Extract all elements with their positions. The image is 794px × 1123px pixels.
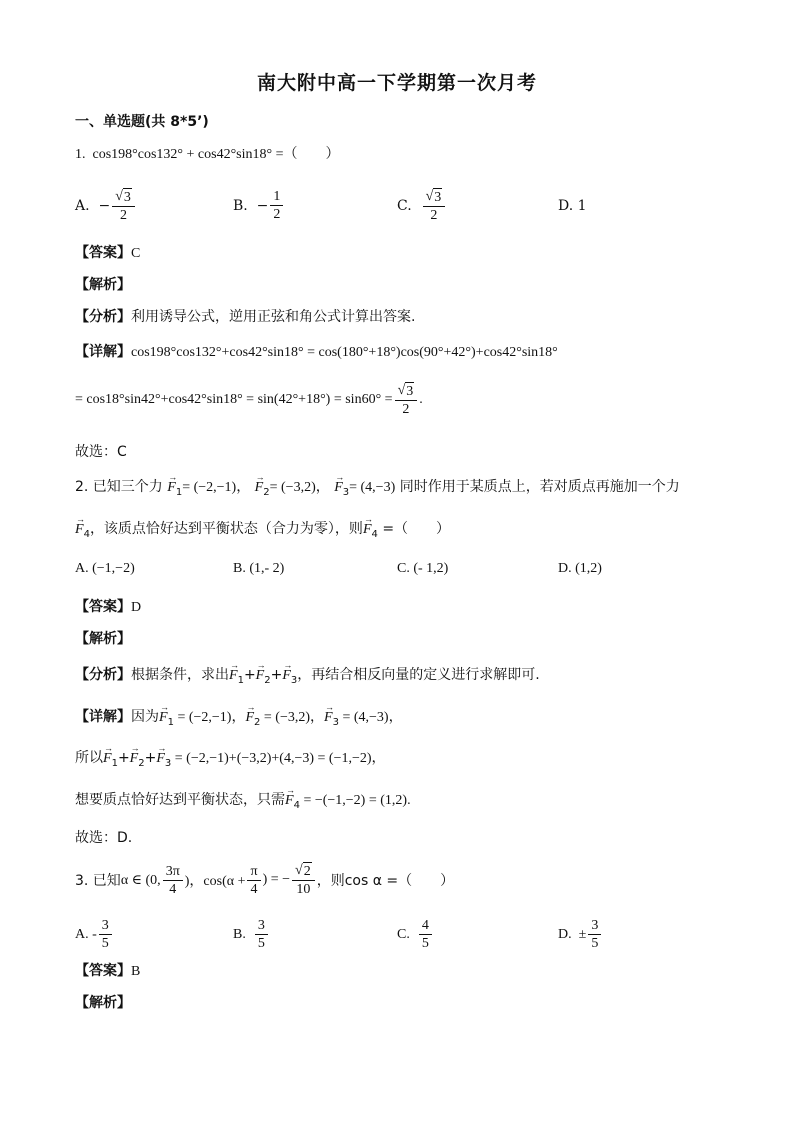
q2-analysis-tag: 【解析】 (75, 631, 131, 647)
q2-detail-line3: 想要质点恰好达到平衡状态，只需→ $F_4 = -(-1,-2) = (1,2)$. (75, 790, 411, 816)
q1-option-a: A. − √ 3 2 (75, 188, 137, 224)
q1-option-b: B. − $\frac{1}{2}$ (233, 188, 285, 223)
q1-option-c: C. √ 3 2 (397, 188, 447, 224)
q3-analysis-tag: 【解析】 (75, 995, 131, 1011)
q3-option-d: D. ± $\frac{3}{5}$ (558, 917, 603, 952)
q3-answer: 【答案】B (75, 963, 141, 979)
q2-option-c: C. (- 1,2) (397, 561, 449, 576)
q1-answer: 【答案】C (75, 245, 141, 261)
q3-stem: 3. 已知 α ∈ (0, $\frac{3\pi}{4}$ )，cos(α + $\frac{\pi}{4}$ ) = − √ 2 10 ，则cos α =（ ） (75, 863, 455, 897)
q2-stem-line2: → $F_4$，该质点恰好达到平衡状态（合力为零），则→ $F_4$ =（ ） (75, 519, 450, 545)
q1-number: 1. (75, 147, 86, 162)
q1-fenxi: 【分析】利用诱导公式，逆用正弦和角公式计算出答案. (75, 309, 416, 325)
q1-option-d: D. 1 (558, 198, 587, 214)
q1-detail-line1: 【详解】cos198°cos132°+cos42°sin18° = cos(180°+18°)cos(90°+42°)+cos42°sin18° (75, 344, 558, 360)
q1-stem (75, 145, 340, 165)
q1-choose: 故选：C (75, 444, 127, 460)
q3-option-b: B. $\frac{3}{5}$ (233, 917, 270, 952)
q2-detail-line2: 所以→ $F_1+\to F_2+\to F_3 = (-2,-1)+(-3,2)+(4,-3) = (-1,-2)$， (75, 748, 386, 774)
page-title: 南大附中高一下学期第一次月考 (256, 72, 537, 94)
q2-option-b: B. (1,- 2) (233, 561, 285, 576)
q1-analysis-tag: 【解析】 (75, 277, 131, 293)
q2-option-d: D. (1,2) (558, 561, 602, 576)
q1-detail-line2: = cos18°sin42°+cos42°sin18° = sin(42°+18°) = sin60° = √ 3 2 . (75, 383, 423, 417)
q3-option-a: A. - $\frac{3}{5}$ (75, 917, 114, 952)
q2-stem-line1: 2. 已知三个力 → $F_1= (-2,-1)$， → $F_2= (-3,2)$， → $F_3= (4,-3)$ 同时作用于某质点上，若对质点再施加一个力 (75, 477, 680, 503)
q2-fenxi: 【分析】根据条件，求出→ $F_1+\to F_2+\to F_3$，再结合相反向量的定义进行求解即可. (75, 665, 540, 691)
q2-option-a: A. (−1,−2) (75, 561, 135, 576)
q3-option-c: C. $\frac{4}{5}$ (397, 917, 434, 952)
section-heading: 一、单选题(共 8*5’) (75, 114, 209, 130)
q1-stem-text: cos198°cos132° + cos42°sin18° =（ ） (92, 147, 340, 162)
q2-answer: 【答案】D (75, 599, 142, 615)
q2-detail-line1: 【详解】因为→ $F_1 = (-2,-1)$，→ $F_2 = (-3,2)$，→ $F_3 = (4,-3)$， (75, 707, 403, 733)
q2-choose: 故选：D. (75, 830, 133, 846)
